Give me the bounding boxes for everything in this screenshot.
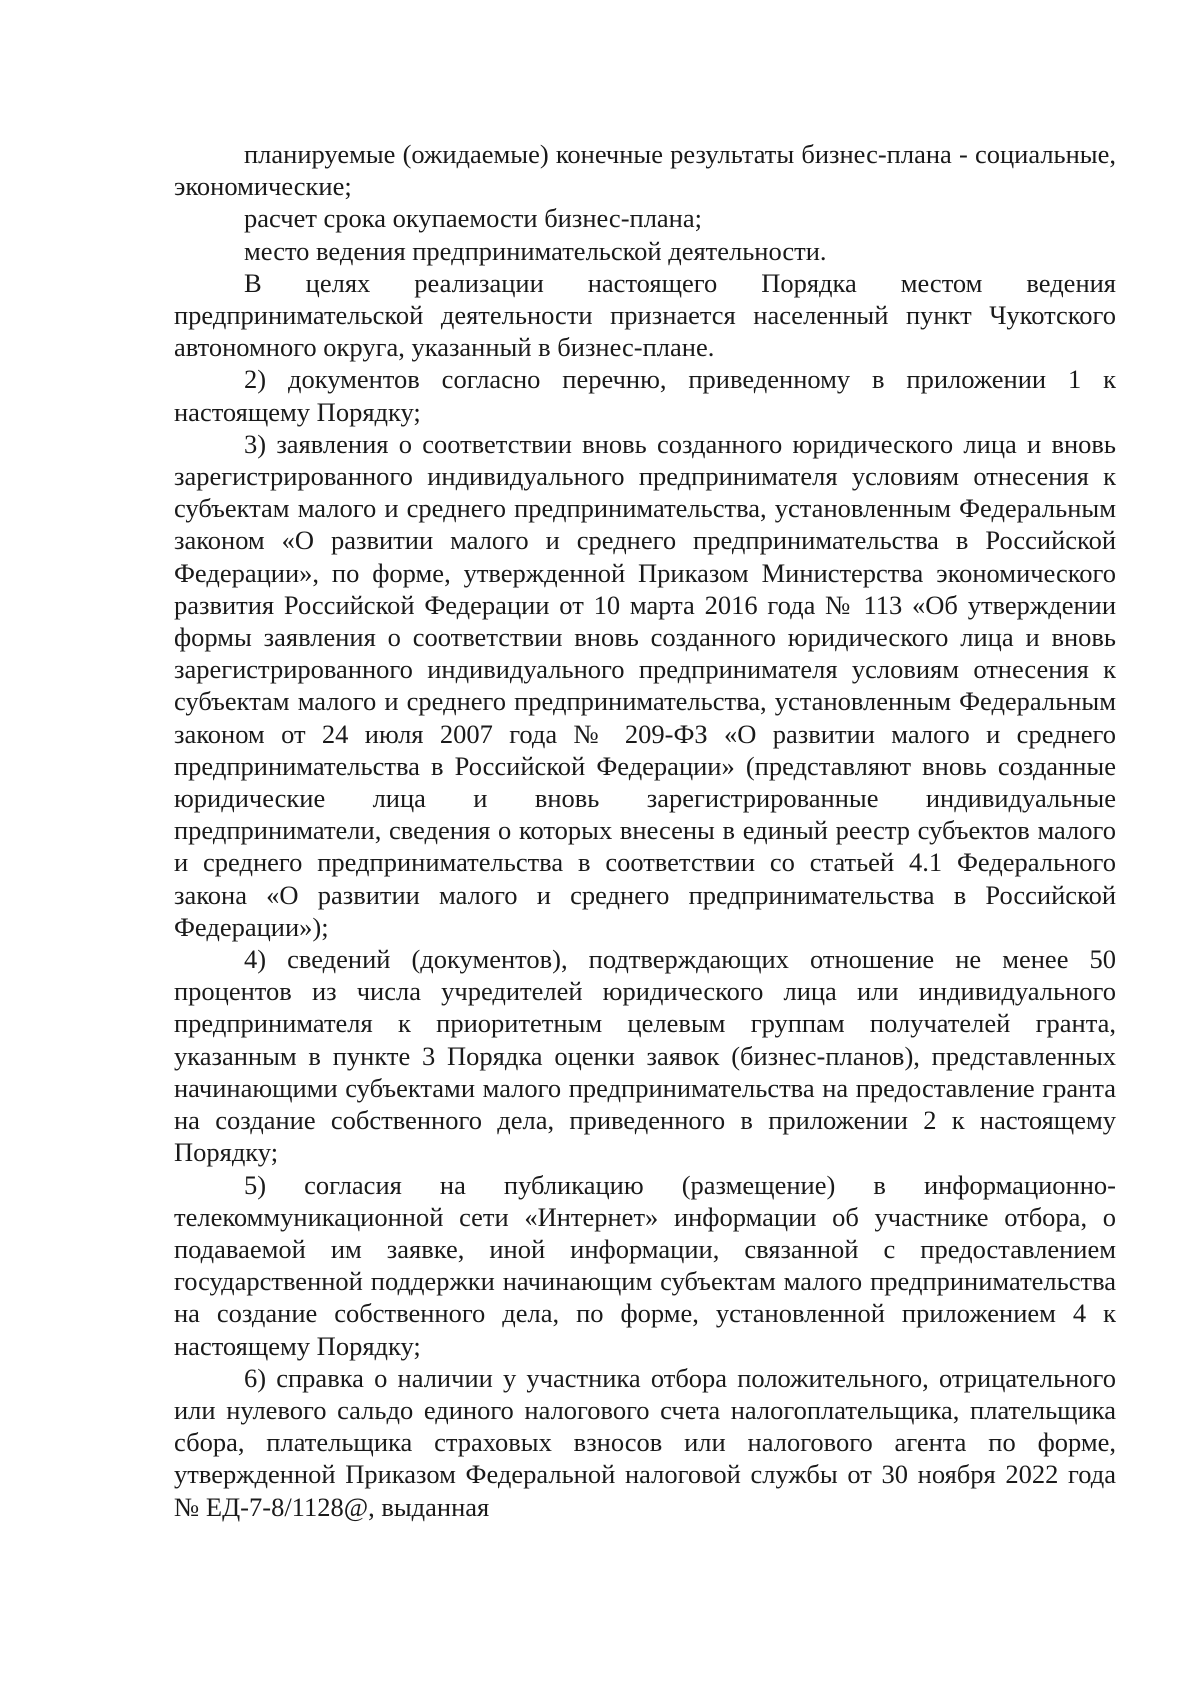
paragraph-payback: расчет срока окупаемости бизнес-плана; <box>244 203 702 234</box>
paragraph-item-4: 4) сведений (документов), подтверждающих отношение не менее 50 процентов из числа учредителей юридического лица или индивидуального предпринимателя к приоритетным целевым группам получателей гранта, указанным в пункте 3 Порядка оценки заявок (бизнес-планов), представленных начинающими субъектами малого предпринимательства на предоставление гранта на создание собственного дела, приведенного в приложении 2 к настоящему Порядку; <box>174 944 1116 1168</box>
paragraph-results: планируемые (ожидаемые) конечные результаты бизнес-плана - социальные, экономические; <box>174 139 1116 202</box>
paragraph-item-2: 2) документов согласно перечню, приведенному в приложении 1 к настоящему Порядку; <box>174 364 1116 427</box>
paragraph-place: место ведения предпринимательской деятельности. <box>244 235 827 266</box>
paragraph-item-5: 5) согласия на публикацию (размещение) в информационно-телекоммуникационной сети «Интернет» информации об участнике отбора, о подаваемой им заявке, иной информации, связанной с предоставлением государственной поддержки начинающим субъектам малого предпринимательства на создание собственного дела, по форме, установленной приложением 4 к настоящему Порядку; <box>174 1169 1116 1361</box>
paragraph-item-6: 6) справка о наличии у участника отбора положительного, отрицательного или нулевого сальдо единого налогового счета налогоплательщика, плательщика сбора, плательщика страховых взносов или налогового агента по форме, утвержденной Приказом Федеральной налоговой службы от 30 ноября 2022 года № ЕД-7-8/1128@, выданная <box>174 1362 1116 1522</box>
paragraph-item-3: 3) заявления о соответствии вновь созданного юридического лица и вновь зарегистрированного индивидуального предпринимателя условиям отнесения к субъектам малого и среднего предпринимательства, установленным Федеральным законом «О развитии малого и среднего предпринимательства в Российской Федерации», по форме, утвержденной Приказом Министерства экономического развития Российской Федерации от 10 марта 2016 года № 113 «Об утверждении формы заявления о соответствии вновь созданного юридического лица и вновь зарегистрированного индивидуального предпринимателя условиям отнесения к субъектам малого и среднего предпринимательства, установленным Федеральным законом от 24 июля 2007 года № 209-ФЗ «О развитии малого и среднего предпринимательства в Российской Федерации» (представляют вновь созданные юридические лица и вновь зарегистрированные индивидуальные предприниматели, сведения о которых внесены в единый реестр субъектов малого и среднего предпринимательства в соответствии со статьей 4.1 Федерального закона «О развитии малого и среднего предпринимательства в Российской Федерации»); <box>174 428 1116 942</box>
document-body <box>174 138 1116 1523</box>
paragraph-place-definition: В целях реализации настоящего Порядка местом ведения предпринимательской деятельности признается населенный пункт Чукотского автономного округа, указанный в бизнес-плане. <box>174 267 1116 363</box>
